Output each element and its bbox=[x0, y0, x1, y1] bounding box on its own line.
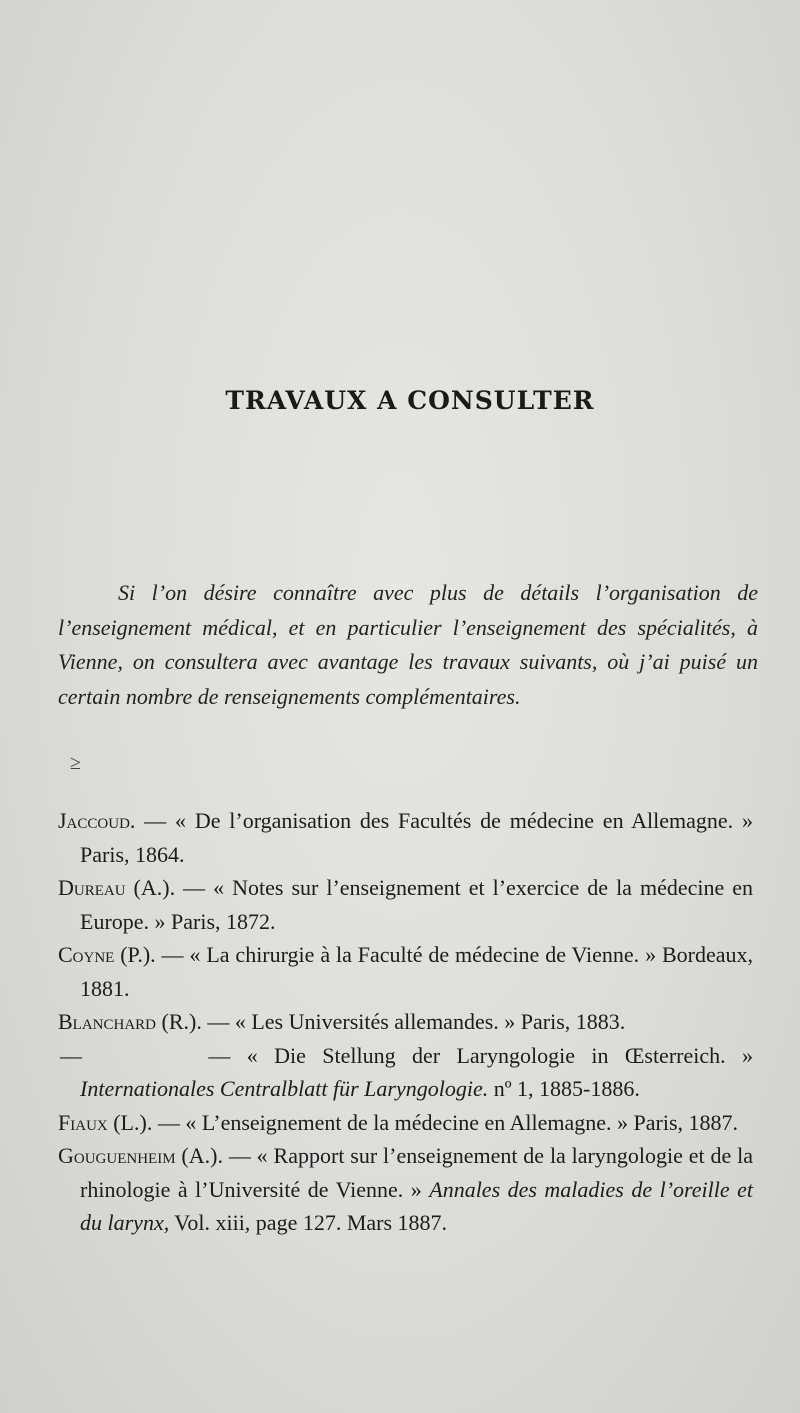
intro-paragraph: Si l’on désire connaître avec plus de détails l’organisation de l’enseignement médical, et en particulier l’enseignement des spécialités, à Vienne, on consultera avec avantage les travaux suivants, où j’ai puisé un certain nombre de renseignements complémentaires. bbox=[58, 580, 758, 709]
reference-journal: Internationales Centralblatt für Laryngologie. bbox=[80, 1076, 489, 1101]
reference-entry bbox=[58, 1005, 753, 1039]
reference-entry bbox=[58, 1106, 753, 1140]
reference-entry bbox=[58, 1139, 753, 1240]
page-title: TRAVAUX A CONSULTER bbox=[225, 386, 595, 415]
reference-text: — « L’enseignement de la médecine en Allemagne. » Paris, 1887. bbox=[152, 1109, 739, 1135]
reference-text: — « Die Stellung der Laryngologie in Œsterreich. » bbox=[192, 1042, 753, 1068]
reference-text: — « Notes sur l’enseignement et l’exercice de la médecine en Europe. » Paris, 1872. bbox=[80, 875, 753, 934]
reference-entry bbox=[58, 938, 753, 1005]
reference-author: Gouguenheim (A.). bbox=[58, 1143, 223, 1168]
reference-entry bbox=[58, 871, 753, 938]
reference-entry bbox=[58, 804, 753, 871]
reference-ditto-mark: — bbox=[60, 1042, 82, 1068]
reference-journal: Annales des maladies de l’oreille et du larynx, bbox=[80, 1176, 753, 1235]
reference-tail: nº 1, 1885-1886. bbox=[488, 1076, 640, 1101]
reference-author: Coyne (P.). bbox=[58, 942, 156, 967]
reference-author: Blanchard (R.). bbox=[58, 1009, 202, 1034]
reference-text: — « Les Universités allemandes. » Paris, 1883. bbox=[201, 1009, 626, 1034]
reference-tail: Vol. xiii, page 127. Mars 1887. bbox=[169, 1210, 448, 1235]
margin-mark: ≥ bbox=[70, 752, 81, 774]
reference-author: Fiaux (L.). bbox=[58, 1109, 153, 1135]
reference-author: Jaccoud. bbox=[58, 808, 136, 833]
reference-text: — « De l’organisation des Facultés de médecine en Allemagne. » Paris, 1864. bbox=[80, 808, 753, 867]
reference-text: — « La chirurgie à la Faculté de médecine de Vienne. » Bordeaux, 1881. bbox=[80, 942, 753, 1001]
reference-author: Dureau (A.). bbox=[58, 875, 176, 900]
reference-list bbox=[58, 804, 753, 1240]
reference-text: — « Rapport sur l’enseignement de la laryngologie et de la rhinologie à l’Université de Vienne. » bbox=[80, 1143, 753, 1202]
reference-entry bbox=[58, 1039, 753, 1106]
